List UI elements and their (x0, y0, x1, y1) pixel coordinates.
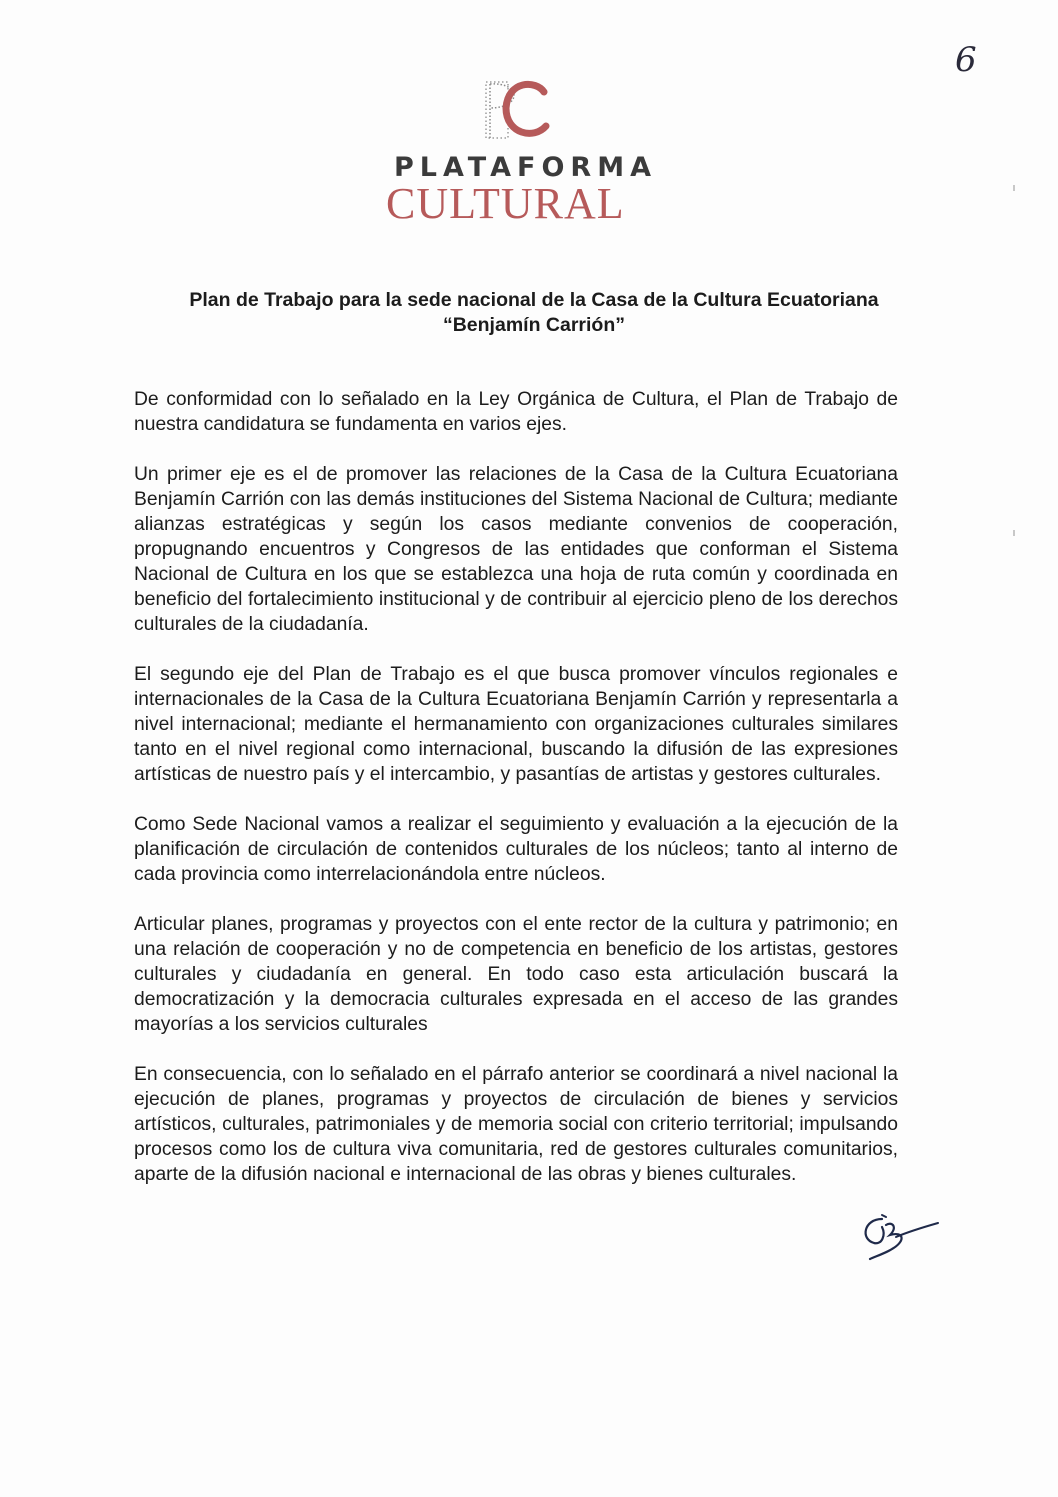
pc-monogram-icon (482, 78, 552, 142)
paragraph-articulation: Articular planes, programas y proyectos con el ente rector de la cultura y patrimonio; en una relación de cooperación y no de competencia en beneficio de los artistas, gestores culturales y ciudadanía en general. En todo caso esta articulación buscará la democratización y la democracia culturales expresada en el acceso de las grandes mayorías a los servicios culturales (134, 914, 898, 1035)
handwritten-signature (852, 1205, 942, 1265)
paragraph-consequence: En consecuencia, con lo señalado en el párrafo anterior se coordinará a nivel nacional la ejecución de planes, programas y proyectos de circulación de bienes y servicios artísticos, culturales, patrimoniales y de memoria social con criterio territorial; impulsando procesos como los de cultura viva comunitaria, red de gestores culturales comunitarios, aparte de la difusión nacional e internacional de las obras y bienes culturales. (134, 1064, 898, 1185)
paragraph-intro: De conformidad con lo señalado en la Ley Orgánica de Cultura, el Plan de Trabajo de nuestra candidatura se fundamenta en varios ejes. (134, 389, 898, 435)
scan-edge-mark (1013, 185, 1015, 191)
handwritten-page-number: 6 (955, 40, 977, 80)
logo-wordmark-top: PLATAFORMA (394, 152, 657, 183)
title-line-2: “Benjamín Carrión” (442, 314, 626, 336)
document-title (100, 288, 968, 338)
plataforma-cultural-logo (386, 78, 656, 228)
document-body (134, 387, 898, 1212)
paragraph-national-seat: Como Sede Nacional vamos a realizar el seguimiento y evaluación a la ejecución de la planificación de circulación de contenidos culturales de los núcleos; tanto al interno de cada provincia como interrelacionándola entre núcleos. (134, 814, 898, 885)
paragraph-second-axis: El segundo eje del Plan de Trabajo es el que busca promover vínculos regionales e internacionales de la Casa de la Cultura Ecuatoriana Benjamín Carrión y representarla a nivel internacional; mediante el hermanamiento con organizaciones culturales similares tanto en el nivel regional como internacional, buscando la difusión de las expresiones artísticas de nuestro país y el intercambio, y pasantías de artistas y gestores culturales. (134, 664, 898, 785)
logo-wordmark-bottom: CULTURAL (386, 179, 625, 228)
title-line-1: Plan de Trabajo para la sede nacional de la Casa de la Cultura Ecuatoriana (189, 289, 879, 311)
paragraph-first-axis: Un primer eje es el de promover las relaciones de la Casa de la Cultura Ecuatoriana Benjamín Carrión con las demás instituciones del Sistema Nacional de Cultura; mediante alianzas estratégicas y según los casos mediante convenios de cooperación, propugnando encuentros y Congresos de las entidades que conforman el Sistema Nacional de Cultura en los que se establezca una hoja de ruta común y coordinada en beneficio del fortalecimiento institucional y de contribuir al ejercicio pleno de los derechos culturales de la ciudadanía. (134, 464, 898, 635)
scan-edge-mark (1013, 530, 1015, 536)
